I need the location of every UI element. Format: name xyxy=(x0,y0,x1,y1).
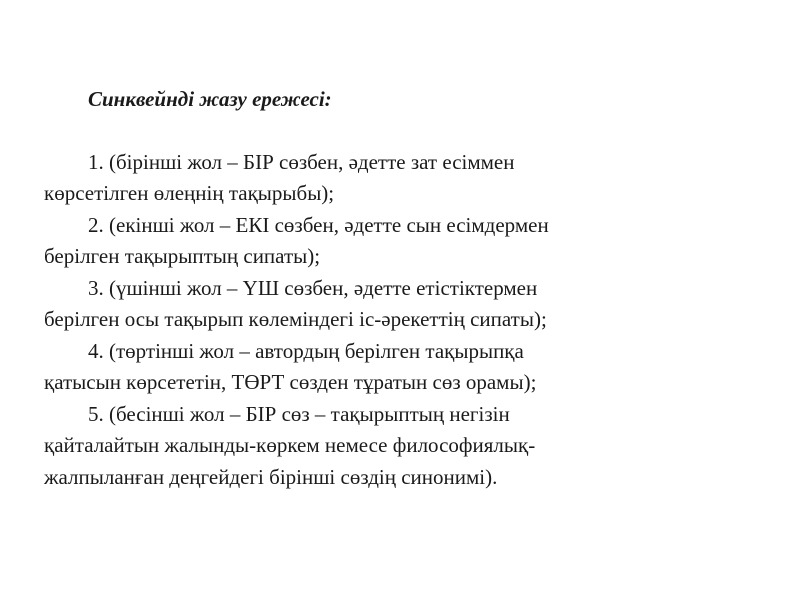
rule-2 xyxy=(44,210,760,273)
slide-content xyxy=(44,84,760,493)
rule-3 xyxy=(44,273,760,336)
rule-5 xyxy=(44,399,760,494)
rule-5-line-3: жалпыланған деңгейдегі бірінші сөздің синонимі). xyxy=(44,464,498,489)
rule-4 xyxy=(44,336,760,399)
rule-5-line-1: 5. (бесінші жол – БІР сөз – тақырыптың негізін xyxy=(88,401,510,426)
rule-2-line-1: 2. (екінші жол – ЕКІ сөзбен, әдетте сын есімдермен xyxy=(88,212,549,237)
rule-3-line-1: 3. (үшінші жол – ҮШ сөзбен, әдетте етістіктермен xyxy=(88,275,538,300)
rule-5-line-2: қайталайтын жалынды-көркем немесе философиялық- xyxy=(44,433,536,457)
rule-1-line-2: көрсетілген өлеңнің тақырыбы); xyxy=(44,181,335,205)
rule-1 xyxy=(44,147,760,210)
rule-1-line-1: 1. (бірінші жол – БІР сөзбен, әдетте зат есіммен xyxy=(88,149,515,174)
rule-4-line-2: қатысын көрсететін, ТӨРТ сөзден тұратын сөз орамы); xyxy=(44,370,537,394)
slide-title: Синквейнді жазу ережесі: xyxy=(88,87,332,111)
rule-4-line-1: 4. (төртінші жол – автордың берілген тақырыпқа xyxy=(88,338,524,363)
rule-2-line-2: берілген тақырыптың сипаты); xyxy=(44,244,321,268)
rule-3-line-2: берілген осы тақырып көлеміндегі іс-әрекеттің сипаты); xyxy=(44,307,547,331)
